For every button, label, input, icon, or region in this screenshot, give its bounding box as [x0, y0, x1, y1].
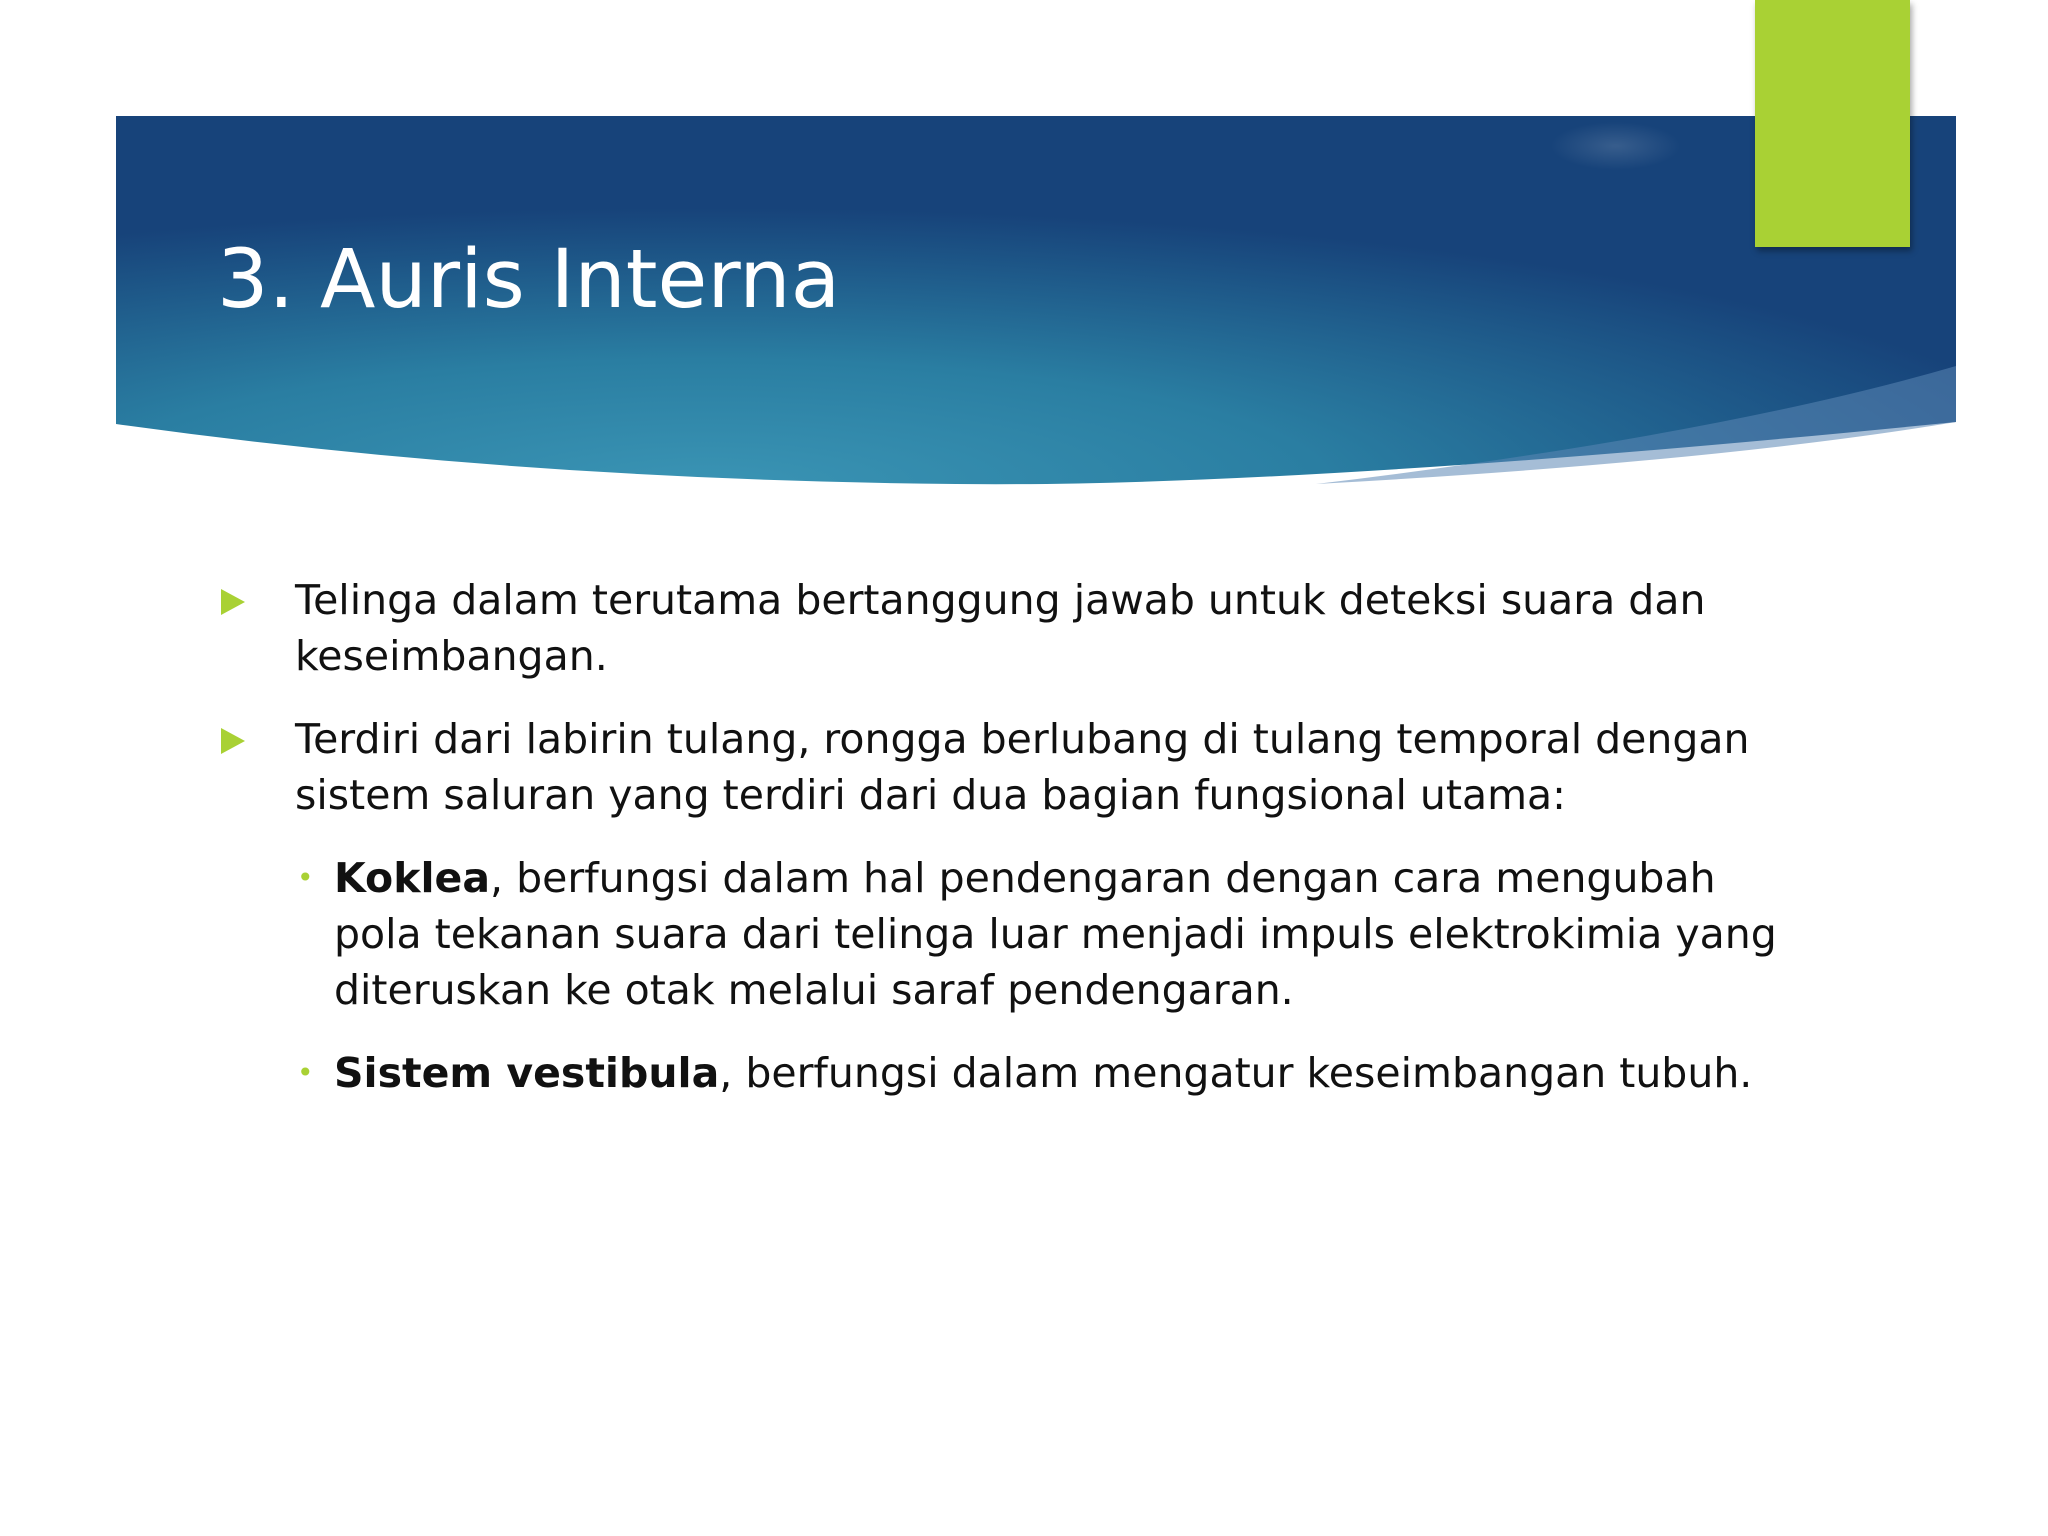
accent-tab	[1755, 0, 1910, 247]
sub-bullet-term: Sistem vestibula	[334, 1049, 720, 1097]
sub-bullet-item	[217, 1045, 1797, 1101]
sub-bullet-text: , berfungsi dalam mengatur keseimbangan tubuh.	[719, 1049, 1753, 1097]
sub-bullet-item	[217, 850, 1797, 1018]
bullet-item	[217, 711, 1797, 823]
bullet-item	[217, 572, 1797, 684]
slide-title: 3. Auris Interna	[217, 233, 841, 327]
bullet-text: Terdiri dari labirin tulang, rongga berlubang di tulang temporal dengan sistem saluran yang terdiri dari dua bagian fungsional utama:	[295, 715, 1750, 819]
slide-content	[217, 572, 1797, 1128]
bullet-text: Telinga dalam terutama bertanggung jawab untuk deteksi suara dan keseimbangan.	[295, 576, 1706, 680]
sub-bullet-term: Koklea	[334, 854, 491, 902]
dot-bullet-icon: •	[297, 1056, 314, 1089]
dot-bullet-icon: •	[297, 861, 314, 894]
triangle-bullet-icon	[221, 589, 245, 615]
triangle-bullet-icon	[221, 728, 245, 754]
sub-bullet-text: , berfungsi dalam hal pendengaran dengan cara mengubah pola tekanan suara dari telinga luar menjadi impuls elektrokimia yang diteruskan ke otak melalui saraf pendengaran.	[334, 854, 1777, 1014]
